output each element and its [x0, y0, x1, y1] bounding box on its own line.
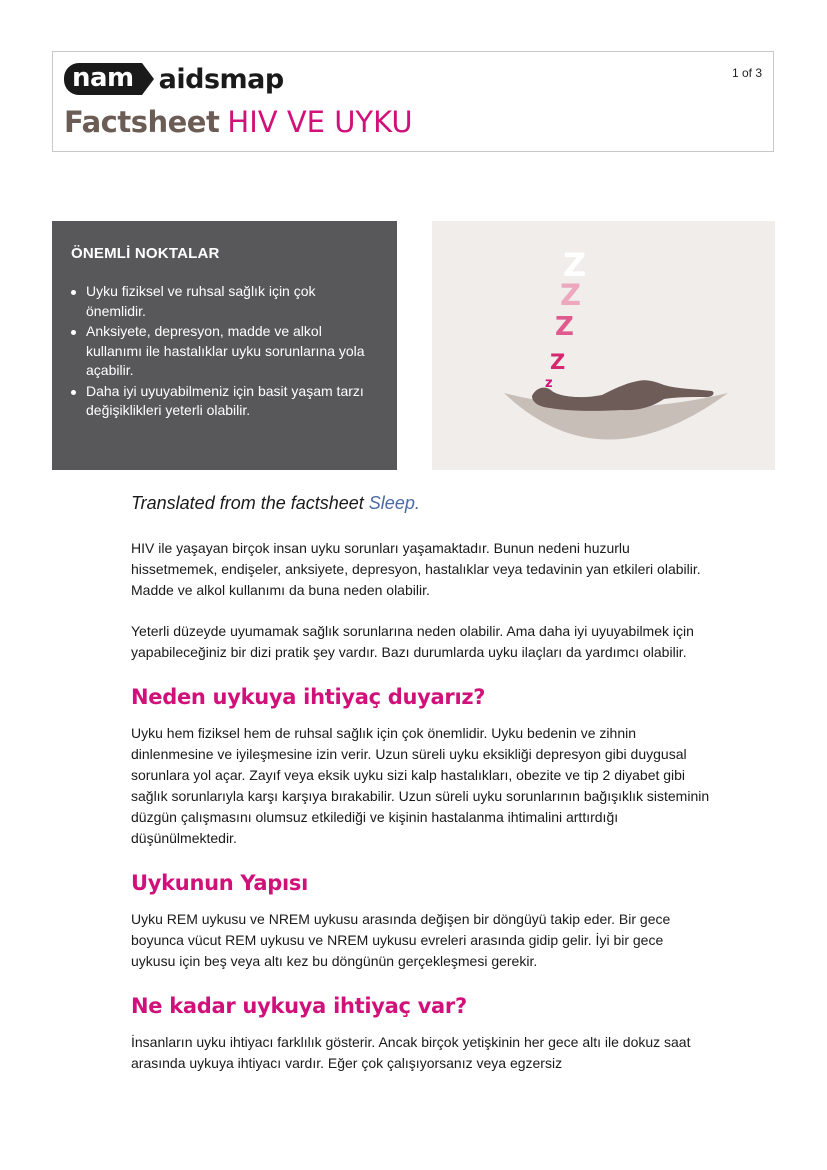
zzz-letter: Z: [563, 246, 587, 284]
key-point-item: Daha iyi uyuyabilmeniz için basit yaşam tarzı değişiklikleri yeterli olabilir.: [71, 382, 377, 421]
sleep-illustration: [432, 221, 775, 470]
sleep-factsheet-link[interactable]: Sleep.: [368, 493, 420, 513]
intro-paragraph: Yeterli düzeyde uyumamak sağlık sorunlarına neden olabilir. Ama daha iyi uyuyabilmek için yapabileceğiniz bir dizi pratik şey vardır. Bazı durumlarda uyku ilaçları da yardımcı olabilir.: [131, 623, 694, 660]
logo-aidsmap-text: aidsmap: [158, 63, 284, 95]
section-heading-sleep-structure: Uykunun Yapısı: [131, 871, 308, 895]
intro-paragraph: HIV ile yaşayan birçok insan uyku sorunları yaşamaktadır. Bunun nedeni huzurlu hissetmemek, endişeler, anksiyete, depresyon, hastalıklar veya tedavinin yan etkileri olabilir. Madde ve alkol kullanımı da buna neden olabilir.: [131, 540, 701, 598]
key-points-heading: ÖNEMLİ NOKTALAR: [71, 245, 220, 262]
nam-aidsmap-logo[interactable]: [64, 61, 284, 97]
zzz-letter: Z: [550, 350, 566, 374]
header-box: [52, 51, 774, 152]
translated-prefix: Translated from the factsheet: [131, 493, 364, 513]
section-body-sleep-structure: Uyku REM uykusu ve NREM uykusu arasında değişen bir döngüyü takip eder. Bir gece boyunca vücut REM uykusu ve NREM uykusu evreleri arasında gidip gelir. İyi bir gece uykusu için beş veya altı kez bu döngünün gerçekleşmesi gerekir.: [131, 911, 671, 969]
zzz-letter: Z: [560, 278, 582, 312]
section-heading-how-much-sleep: Ne kadar uykuya ihtiyaç var?: [131, 994, 467, 1018]
key-point-item: Uyku fiziksel ve ruhsal sağlık için çok önemlidir.: [71, 282, 377, 321]
logo-nam-text: nam: [64, 63, 142, 95]
logo-arrow-icon: [142, 63, 154, 95]
title-prefix: Factsheet: [64, 105, 220, 139]
key-points-list: [71, 282, 377, 421]
page-indicator: 1 of 3: [731, 66, 762, 80]
section-body-how-much-sleep: İnsanların uyku ihtiyacı farklılık gösterir. Ancak birçok yetişkinin her gece altı ile dokuz saat arasında uykuya ihtiyacı vardır. Eğer çok çalışıyorsanız veya egzersiz: [131, 1034, 691, 1071]
section-heading-why-sleep: Neden uykuya ihtiyaç duyarız?: [131, 685, 486, 709]
translated-note: [131, 490, 711, 516]
title-main: HIV VE UYKU: [227, 105, 413, 139]
zzz-letter: Z: [555, 312, 574, 342]
zzz-letter: z: [545, 376, 553, 391]
main-content: [131, 490, 711, 1094]
hammock-sleeper-image: [432, 221, 775, 470]
section-body-why-sleep: Uyku hem fiziksel hem de ruhsal sağlık için çok önemlidir. Uyku bedenin ve zihnin dinlenmesine ve iyileşmesine izin verir. Uzun süreli uyku eksikliği depresyon gibi duygusal sorunlara yol açar. Zayıf veya eksik uyku sizi kalp hastalıkları, obezite ve tip 2 diyabet gibi sağlık sorunlarıyla karşı karşıya bırakabilir. Uzun süreli uyku sorunlarının bağışıklık sisteminin düzgün çalışmasını olumsuz etkilediği ve kişinin hastalanma ihtimalini arttırdığı düşünülmektedir.: [131, 725, 710, 846]
page-title: [64, 104, 413, 141]
key-point-item: Anksiyete, depresyon, madde ve alkol kullanımı ile hastalıklar uyku sorunlarına yola açabilir.: [71, 322, 377, 381]
key-points-box: [52, 221, 397, 470]
